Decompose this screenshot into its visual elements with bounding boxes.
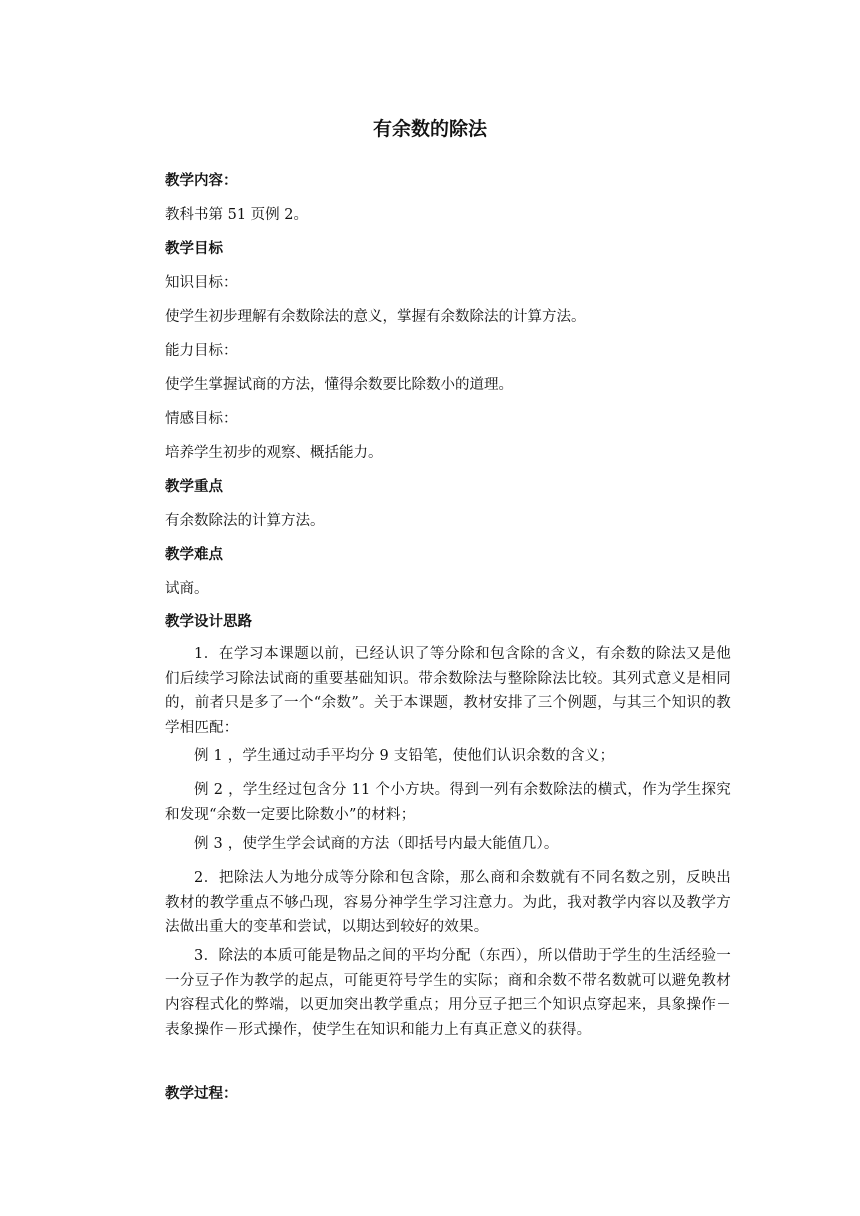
design-paragraph-2: 2．把除法人为地分成等分除和包含除，那么商和余数就有不同名数之别，反映出教材的教学重点不够凸现，容易分神学生学习注意力。为此，我对教学内容以及教学方法做出重大的变革和尝试，以期达到较好的效果。 <box>165 870 731 935</box>
key-point-text: 有余数除法的计算方法。 <box>165 513 325 529</box>
example-2: 例 2 ，学生经过包含分 11 个小方块。得到一列有余数除法的横式，作为学生探究和发现“余数一定要比除数小”的材料； <box>165 782 731 823</box>
design-paragraph-1: 1．在学习本课题以前，已经认识了等分除和包含除的含义，有余数的除法又是他们后续学习除法试商的重要基础知识。带余数除法与整除除法比较。其列式意义是相同的，前者只是多了一个“余数”。关于本课题，教材安排了三个例题，与其三个知识的教学相匹配： <box>165 646 731 736</box>
difficulty-heading: 教学难点 <box>165 547 223 563</box>
goals-heading: 教学目标 <box>165 241 223 257</box>
ability-goal-label: 能力目标： <box>165 343 238 359</box>
emotion-goal-label: 情感目标： <box>165 411 238 427</box>
knowledge-goal-label: 知识目标： <box>165 275 238 291</box>
document-title: 有余数的除法 <box>372 118 487 140</box>
key-point-heading: 教学重点 <box>165 479 223 495</box>
ability-goal-text: 使学生掌握试商的方法，懂得余数要比除数小的道理。 <box>165 377 513 393</box>
content-text: 教科书第 51 页例 2。 <box>165 207 309 223</box>
difficulty-text: 试商。 <box>165 581 209 597</box>
emotion-goal-text: 培养学生初步的观察、概括能力。 <box>165 445 383 461</box>
example-1: 例 1 ，学生通过动手平均分 9 支铅笔，使他们认识余数的含义； <box>194 748 615 764</box>
process-heading: 教学过程： <box>165 1086 238 1102</box>
example-3: 例 3 ，使学生学会试商的方法（即括号内最大能值几）。 <box>194 836 559 852</box>
design-paragraph-3: 3．除法的本质可能是物品之间的平均分配（东西），所以借助于学生的生活经验一一分豆子作为教学的起点，可能更符号学生的实际；商和余数不带名数就可以避免教材内容程式化的弊端，以更加突出教学重点；用分豆子把三个知识点穿起来，具象操作－表象操作－形式操作，使学生在知识和能力上有真正意义的获得。 <box>165 948 731 1038</box>
knowledge-goal-text: 使学生初步理解有余数除法的意义，掌握有余数除法的计算方法。 <box>165 309 586 325</box>
content-heading: 教学内容： <box>165 173 238 189</box>
design-heading: 教学设计思路 <box>165 614 252 630</box>
